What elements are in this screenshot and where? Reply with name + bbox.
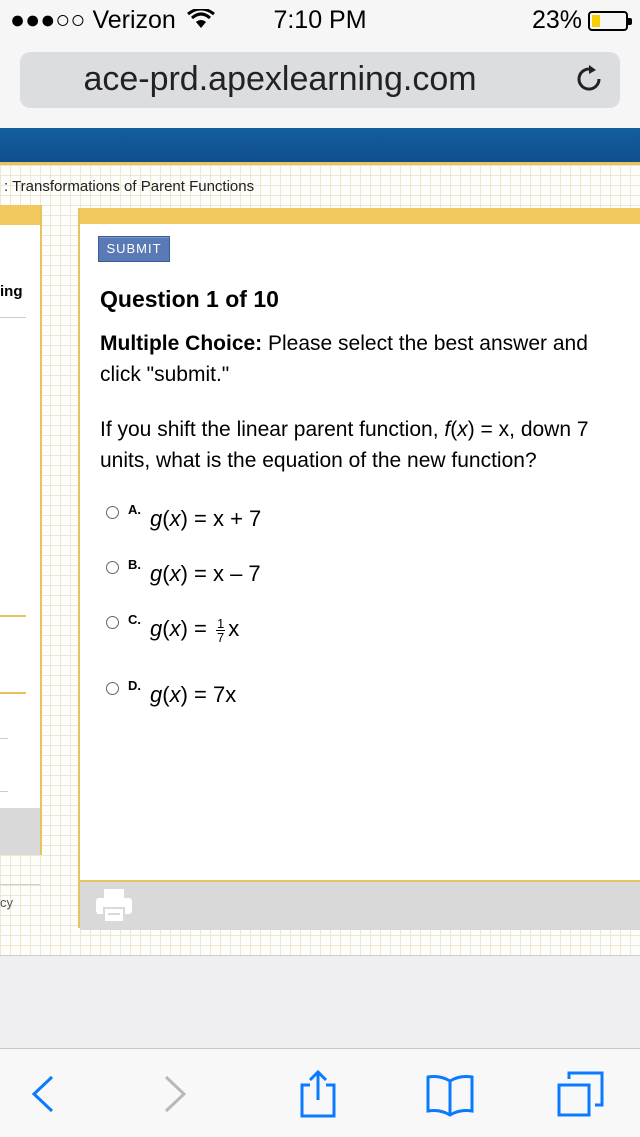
question-variable: x bbox=[457, 418, 468, 441]
site-header-band bbox=[0, 128, 640, 162]
battery-indicator bbox=[532, 6, 628, 35]
panel-toolbar bbox=[80, 880, 640, 930]
choice-a[interactable] bbox=[106, 500, 261, 540]
address-url[interactable]: ace-prd.apexlearning.com bbox=[83, 60, 477, 98]
choice-letter: B. bbox=[128, 557, 141, 572]
choice-letter: D. bbox=[128, 678, 141, 693]
footer-link-partial[interactable]: cy bbox=[0, 895, 13, 910]
choice-equation: g(x) = x – 7 bbox=[150, 561, 261, 586]
instructions bbox=[100, 328, 630, 390]
divider bbox=[0, 692, 26, 694]
instructions-label: Multiple Choice: bbox=[100, 332, 263, 355]
wifi-icon bbox=[187, 9, 215, 29]
browser-toolbar bbox=[0, 1048, 640, 1137]
choice-equation: g(x) = x + 7 bbox=[150, 506, 262, 531]
submit-button[interactable]: SUBMIT bbox=[98, 236, 170, 262]
status-bar bbox=[0, 0, 640, 40]
sidebar-top-band bbox=[0, 205, 40, 225]
question-text-part: ( bbox=[450, 418, 458, 441]
choice-d[interactable] bbox=[106, 676, 236, 716]
page-footer-area bbox=[0, 955, 640, 1049]
question-text-part: ) = x, down 7 units, what is the equation of the new function? bbox=[100, 418, 589, 472]
question-panel bbox=[78, 208, 640, 928]
panel-top-band bbox=[80, 208, 640, 224]
bookmarks-icon[interactable] bbox=[424, 1069, 476, 1119]
breadcrumb: : Transformations of Parent Functions bbox=[4, 178, 255, 195]
divider bbox=[0, 738, 8, 739]
radio-button[interactable] bbox=[106, 682, 119, 695]
radio-button[interactable] bbox=[106, 616, 119, 629]
sidebar-item-label[interactable]: ing bbox=[0, 283, 23, 300]
status-time: 7:10 PM bbox=[273, 6, 367, 34]
question-text-part: If you shift the linear parent function, bbox=[100, 418, 445, 441]
battery-icon bbox=[588, 11, 628, 31]
instructions-text: Please select the best answer and click "submit." bbox=[100, 332, 588, 386]
choice-letter: C. bbox=[128, 612, 141, 627]
status-carrier bbox=[10, 6, 215, 35]
question-function-name: f bbox=[444, 418, 451, 441]
address-bar[interactable] bbox=[20, 52, 620, 108]
left-sidebar bbox=[0, 205, 42, 855]
radio-button[interactable] bbox=[106, 506, 119, 519]
question-text bbox=[100, 414, 640, 476]
browser-address-area bbox=[0, 40, 640, 128]
choice-b[interactable] bbox=[106, 555, 261, 595]
divider bbox=[0, 317, 26, 318]
reload-icon[interactable] bbox=[572, 62, 606, 96]
radio-button[interactable] bbox=[106, 561, 119, 574]
sidebar-footer bbox=[0, 808, 40, 855]
question-title: Question 1 of 10 bbox=[100, 286, 279, 312]
carrier-label: ●●●○○ Verizon bbox=[10, 6, 176, 34]
divider bbox=[0, 884, 40, 885]
choice-letter: A. bbox=[128, 502, 141, 517]
share-icon[interactable] bbox=[292, 1069, 344, 1119]
forward-icon[interactable] bbox=[148, 1069, 200, 1119]
choice-c[interactable] bbox=[106, 610, 239, 650]
choice-equation: g(x) = 7x bbox=[150, 682, 237, 707]
tabs-icon[interactable] bbox=[554, 1069, 606, 1119]
print-icon[interactable] bbox=[94, 888, 134, 924]
fraction: $\frac{1}{7}$ bbox=[216, 615, 225, 645]
choice-equation: g(x) = $\frac{1}{7}$ x bbox=[150, 615, 240, 645]
back-icon[interactable] bbox=[18, 1069, 70, 1119]
divider bbox=[0, 791, 8, 792]
battery-percent: 23% bbox=[531, 6, 582, 34]
divider bbox=[0, 615, 26, 617]
